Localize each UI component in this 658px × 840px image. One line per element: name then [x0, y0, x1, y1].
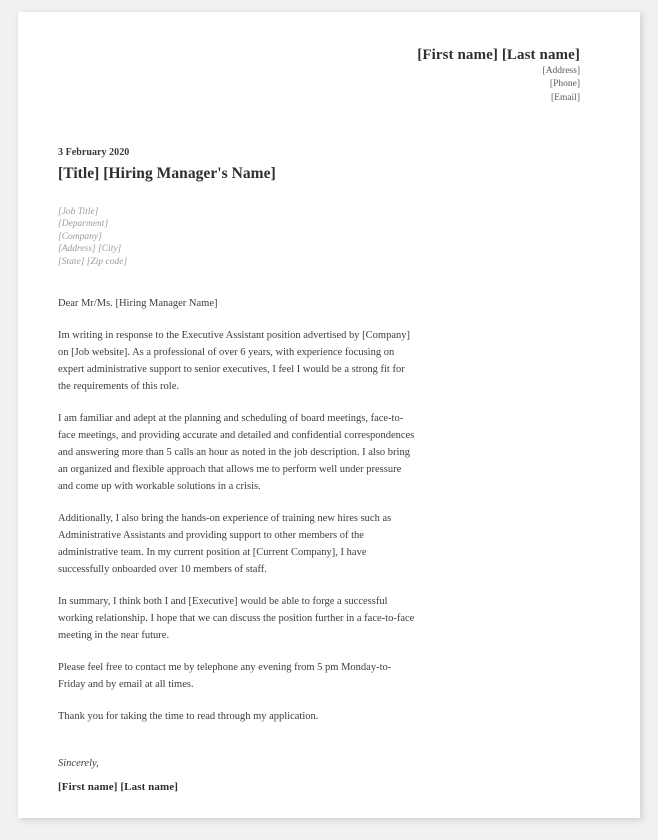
recipient-job-title: [Job Title]: [58, 206, 99, 217]
body-paragraph: Additionally, I also bring the hands-on experience of training new hires such as Administrative Assistants and providing support to other members of the administrative team. In my current position at [Current Company], I have successfully onboarded over 10 members of staff.: [58, 513, 392, 576]
recipient-title: [Title] [Hiring Manager's Name]: [58, 165, 276, 183]
recipient-company: [Company]: [58, 231, 102, 242]
recipient-department: [Deparment]: [58, 219, 109, 230]
signature-name: [First name] [Last name]: [58, 780, 179, 793]
letter-body: [58, 327, 416, 725]
closing-block: [58, 756, 598, 795]
sender-phone: [Phone]: [549, 79, 580, 90]
letter-page: [18, 12, 640, 818]
body-paragraph: Im writing in response to the Executive Assistant position advertised by [Company] on [Job website]. As a professional of over 6 years, with experience focusing on expert administrative support to senior executives, I feel I would be a strong fit for the requirements of this role.: [58, 330, 410, 393]
salutation: Dear Mr/Ms. [Hiring Manager Name]: [58, 298, 218, 310]
recipient-address-city: [Address] [City]: [58, 244, 122, 255]
body-paragraph: In summary, I think both I and [Executive] would be able to forge a successful working relationship. I hope that we can discuss the position further in a face-to-face meeting in the near future.: [58, 596, 415, 642]
sender-address: [Address]: [542, 65, 580, 76]
body-paragraph: Please feel free to contact me by telephone any evening from 5 pm Monday-to-Friday and by email at all times.: [58, 662, 392, 691]
body-paragraph: I am familiar and adept at the planning and scheduling of board meetings, face-to-face meetings, and providing accurate and detailed and confidential correspondences and answering more than 5 calls an hour as noted in the job description. I also bring an organized and flexible approach that allows me to perform well under pressure and come up with workable solutions in a crisis.: [58, 413, 415, 493]
letter-content: [58, 46, 598, 798]
sender-email: [Email]: [550, 92, 580, 103]
letter-date: 3 February 2020: [58, 147, 130, 159]
body-paragraph: Thank you for taking the time to read through my application.: [58, 711, 319, 723]
recipient-address-block: [58, 206, 598, 269]
recipient-state-zip: [State] [Zip code]: [58, 256, 128, 267]
closing-salutation: Sincerely,: [58, 758, 99, 770]
sender-header: [58, 46, 598, 105]
sender-name: [First name] [Last name]: [417, 47, 580, 63]
